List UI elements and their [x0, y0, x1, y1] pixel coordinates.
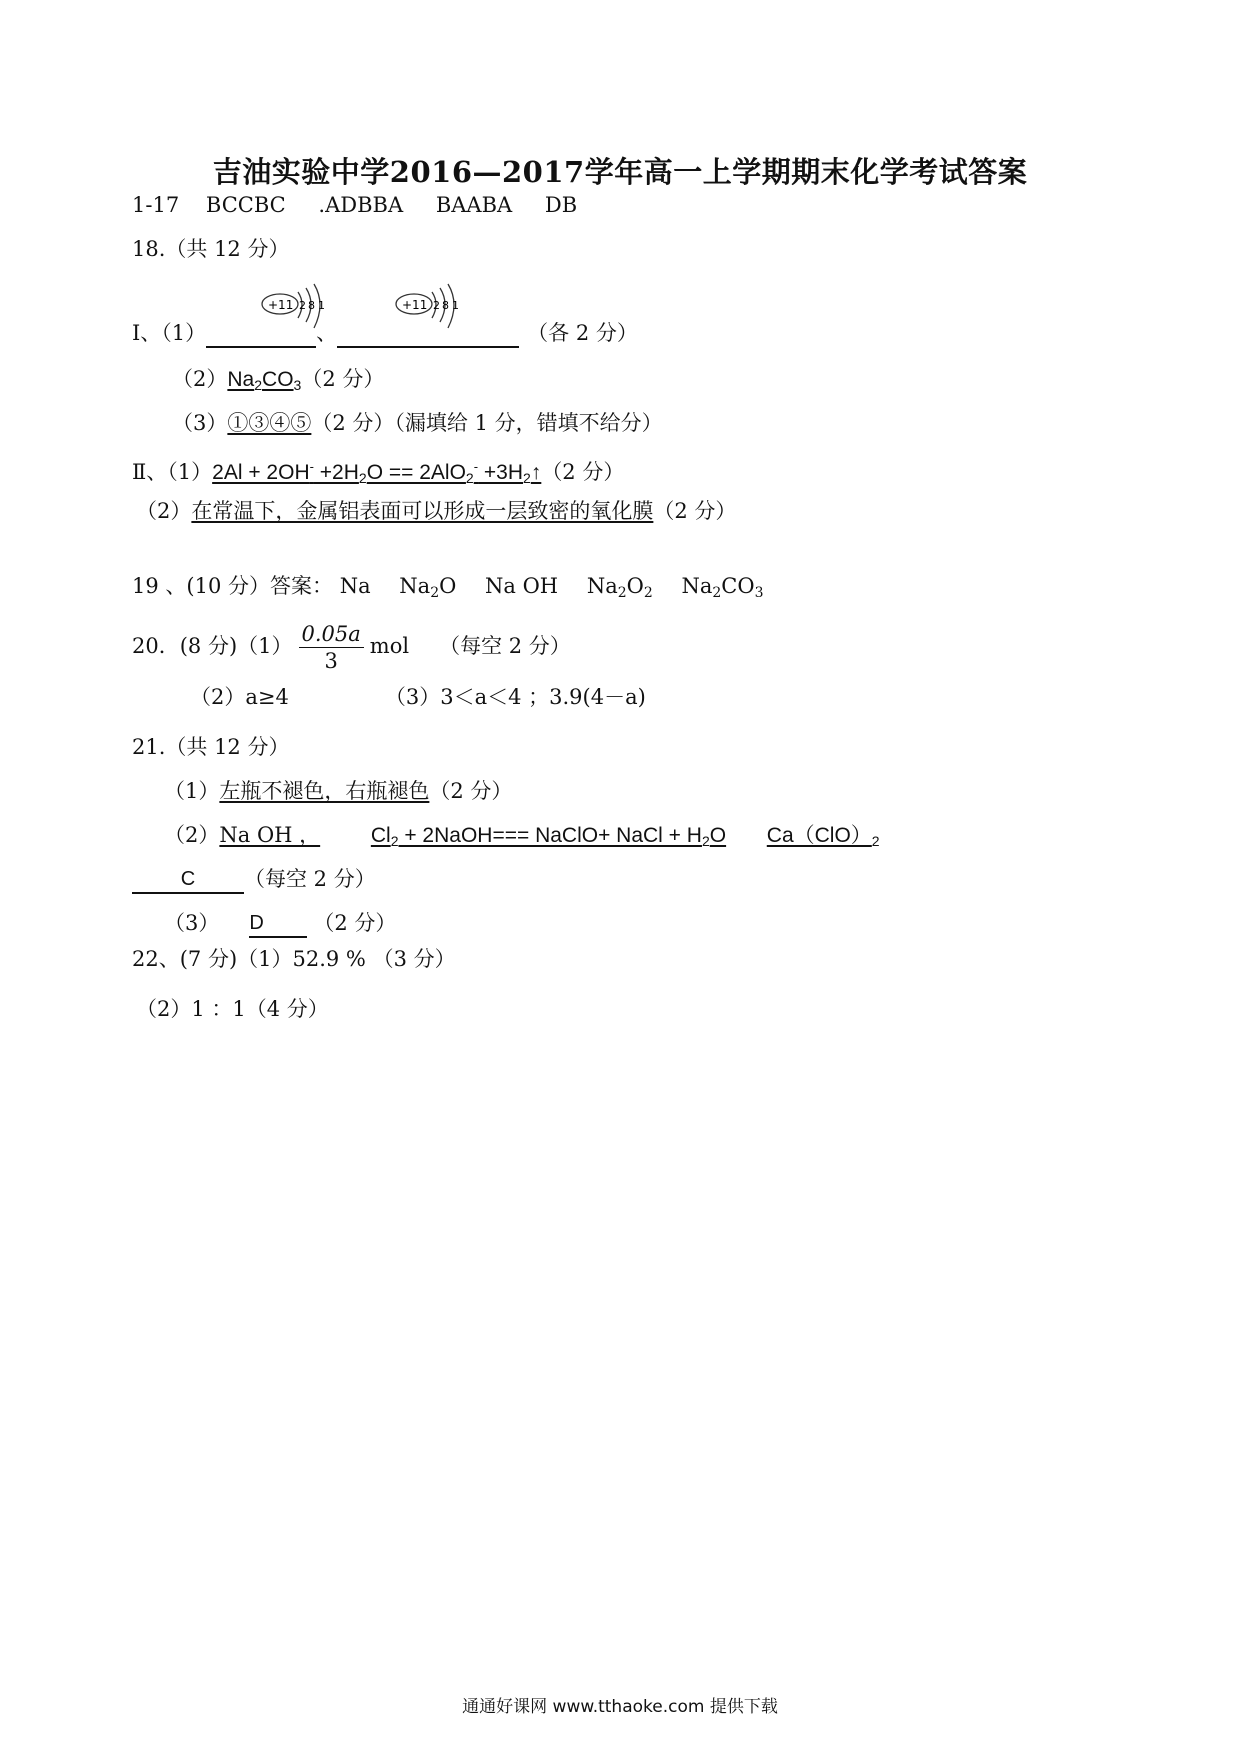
- svg-text:1: 1: [452, 299, 459, 312]
- q18-part2b-line: [136, 496, 736, 526]
- q18-equation-score: （2 分）: [541, 460, 625, 484]
- mc-group-1: BCCBC: [205, 193, 286, 217]
- q21-p1-prefix: （1）: [164, 779, 220, 803]
- mc-group-4: DB: [544, 193, 578, 217]
- q21-p1-answer: 左瓶不褪色，右瓶褪色: [219, 779, 430, 803]
- q20-fraction: $\frac{0.05a}{3}$: [299, 621, 364, 674]
- q18-p3-answer: ①③④⑤: [227, 411, 312, 435]
- q20-p2-p3-line: [190, 682, 646, 712]
- mc-range-label: 1-17: [132, 193, 180, 217]
- q18-blank-2: [337, 322, 519, 348]
- svg-text:2: 2: [433, 299, 440, 312]
- q19-line: [132, 571, 764, 608]
- svg-text:2: 2: [299, 299, 306, 312]
- q19-item-na2o2: $Na_2O_2$: [586, 574, 653, 601]
- q22-line-2: （2）1 ：1（4 分）: [136, 997, 329, 1021]
- q21-p2-equation: $Cl_2$ + 2NaOH=== NaClO+ NaCl + $H_2O$: [370, 824, 727, 849]
- q21-p1-line: [164, 776, 512, 806]
- q18-part2-line: [132, 452, 624, 493]
- q18-p2-answer: $Na_2CO_3$: [227, 368, 302, 393]
- footer-source: 通通好课网 www.tthaoke.com 提供下载: [462, 1697, 778, 1717]
- q18-equation: $2Al + 2OH^- +2H_2O == 2AlO_2^-$ $+3H_2↑$: [212, 459, 542, 486]
- q20-score: （每空 2 分）: [439, 634, 571, 658]
- q21-p2-answer-a: Na OH ，: [219, 823, 321, 847]
- svg-text:1: 1: [318, 299, 325, 312]
- q21-p3-prefix: （3）: [164, 911, 220, 935]
- q21-p1-score: （2 分）: [429, 779, 513, 803]
- q19-item-na2o: $Na_2O$: [399, 574, 457, 601]
- svg-text:8: 8: [442, 299, 449, 312]
- q18-p3-line: [172, 408, 663, 438]
- q18-part2b-score: （2 分）: [653, 499, 737, 523]
- q18-p3-score: （2 分）（漏填给 1 分，错填不给分）: [311, 411, 663, 435]
- q20-p2: （2）a≥4: [190, 685, 289, 709]
- q21-p3-answer: D: [249, 912, 307, 938]
- q21-c-answer: C: [132, 868, 244, 894]
- q20-line: [132, 616, 571, 676]
- q19-prefix: 19 、(10 分）答案：: [132, 574, 333, 598]
- q20-unit: mol: [369, 634, 410, 658]
- q18-part2b-answer: 在常温下，金属铝表面可以形成一层致密的氧化膜: [191, 499, 654, 523]
- q20-prefix: 20．(8 分)（1）: [132, 634, 293, 658]
- q21-p2-answer-c: $Ca(ClO)_2$: [766, 824, 880, 849]
- q19-item-na: Na: [339, 574, 371, 598]
- q18-p3-prefix: （3）: [172, 411, 228, 435]
- q18-p2-prefix: （2）: [172, 367, 228, 391]
- q21-c-score: （每空 2 分）: [244, 867, 376, 891]
- q22-line-1: 22、(7 分)（1）52.9 % （3 分）: [132, 947, 456, 971]
- q21-header: 21.（共 12 分）: [132, 735, 290, 759]
- svg-text:+11: +11: [402, 298, 428, 312]
- q21-c-line: [132, 864, 376, 894]
- q21-p3-score: （2 分）: [313, 911, 397, 935]
- q18-part1-score: （各 2 分）: [527, 321, 638, 345]
- q18-blank-1: [206, 322, 316, 348]
- q21-p2-prefix: （2）: [164, 823, 220, 847]
- svg-text:+11: +11: [268, 298, 294, 312]
- q18-part2b-prefix: （2）: [136, 499, 192, 523]
- q21-p2-line: [164, 820, 880, 856]
- svg-text:8: 8: [308, 299, 315, 312]
- q18-p2-line: [172, 364, 384, 400]
- q19-item-naoh: Na OH: [485, 574, 559, 598]
- mc-group-2: .ADBBA: [318, 193, 404, 217]
- q18-p2-score: （2 分）: [301, 367, 385, 391]
- mc-group-3: BAABA: [435, 193, 513, 217]
- q18-part1-separator: 、: [316, 321, 338, 345]
- q18-part1-line: [132, 318, 638, 348]
- q18-part1-label: Ⅰ、（1）: [132, 321, 207, 345]
- q18-header: 18.（共 12 分）: [132, 237, 290, 261]
- q18-part2-label: Ⅱ、（1）: [132, 460, 213, 484]
- q21-p3-line: [164, 908, 396, 938]
- q19-item-na2co3: $Na_2CO_3$: [681, 574, 764, 601]
- page-title: 吉油实验中学2016—2017学年高一上学期期末化学考试答案: [212, 155, 1028, 189]
- q20-p3: （3）3＜a＜4 ；3.9(4－a): [384, 685, 646, 709]
- mc-answers-line: [132, 190, 577, 220]
